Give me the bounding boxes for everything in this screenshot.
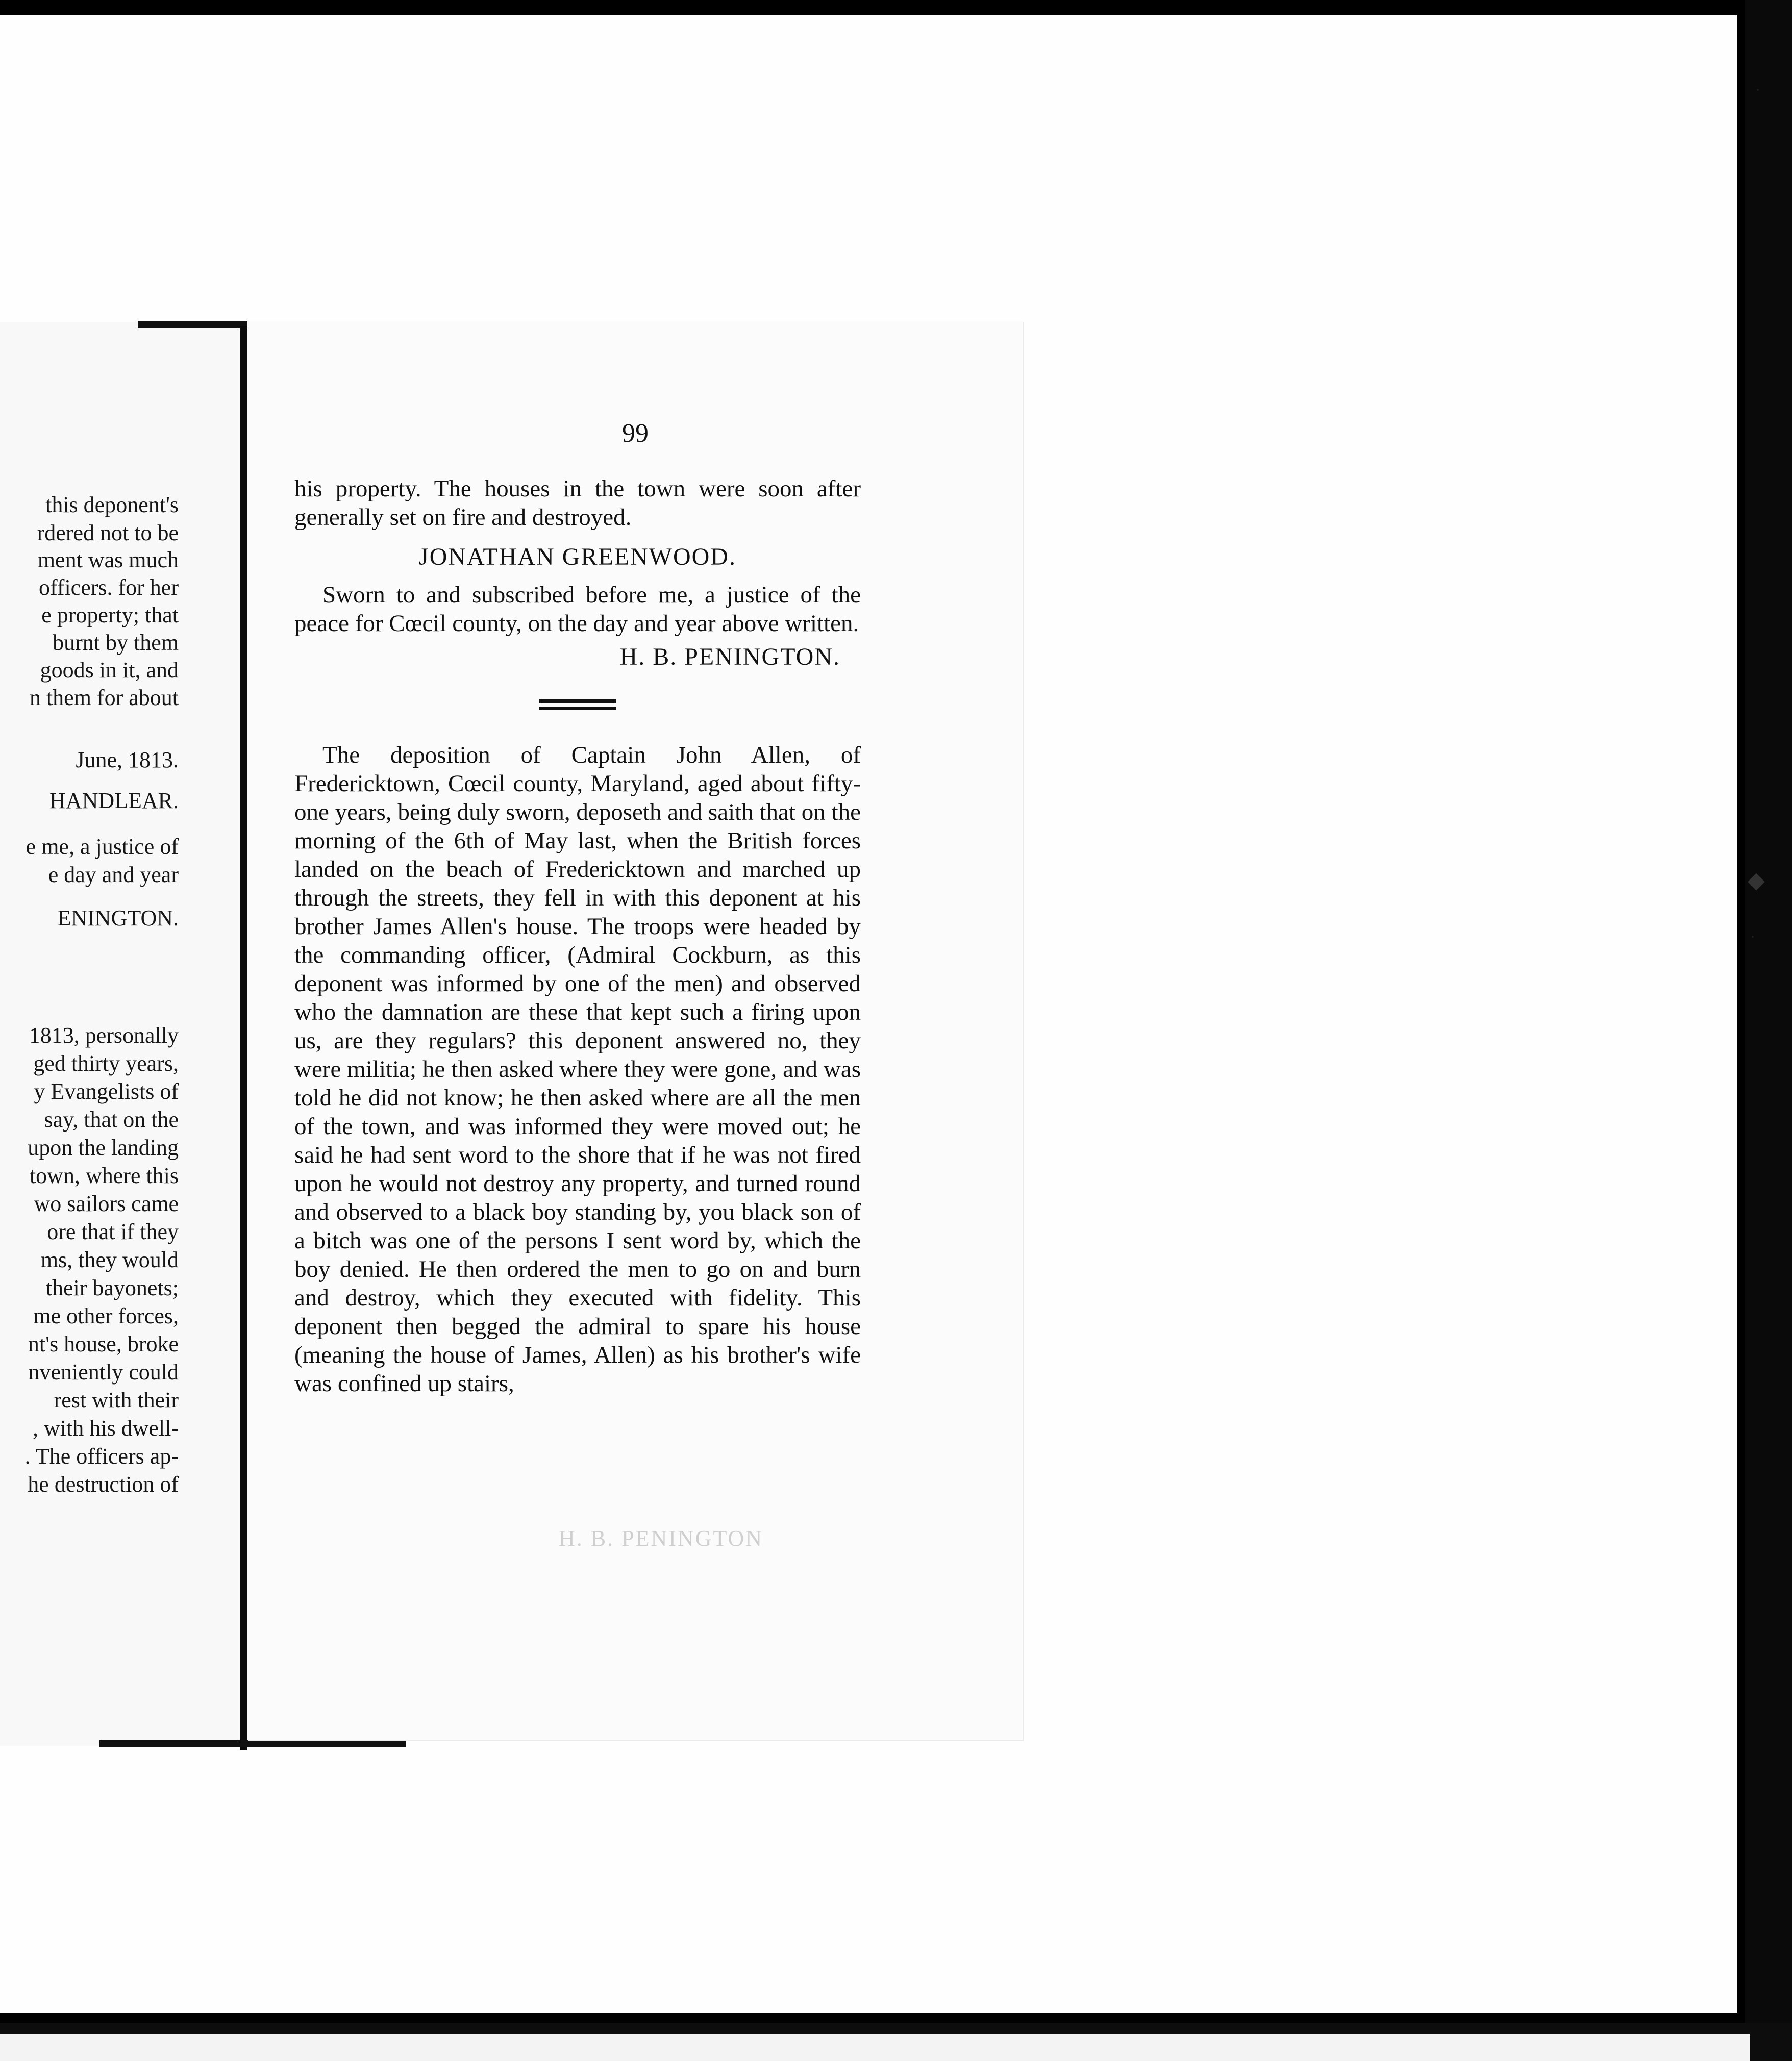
left-page-line: , with his dwell-: [33, 1416, 179, 1441]
left-page-line: goods in it, and: [40, 658, 179, 683]
section-divider: [539, 699, 616, 710]
scan-speck: ◆: [1748, 868, 1765, 893]
page-body: [294, 474, 861, 1398]
left-page-line: town, where this: [29, 1163, 179, 1188]
bleed-through-text: H. B. PENINGTON: [559, 1526, 764, 1551]
left-page-line: ged thirty years,: [33, 1051, 179, 1076]
signature-penington: H. B. PENINGTON.: [619, 643, 840, 670]
gutter-line: [240, 326, 247, 1750]
left-page-line: ENINGTON.: [57, 906, 179, 931]
scan-edge-bottom-light: [0, 2034, 1750, 2061]
sworn-paragraph: Sworn to and subscribed before me, a justice of the peace for Cœcil county, on the day and year above written.: [294, 582, 861, 637]
left-page-line: wo sailors came: [34, 1191, 179, 1216]
right-page: [247, 321, 1023, 1740]
left-page-line: say, that on the: [44, 1107, 179, 1132]
left-page-line: this deponent's: [45, 492, 179, 517]
left-page-line: HANDLEAR.: [49, 788, 179, 813]
scan-speck: ·: [1750, 928, 1755, 945]
left-page-line: rdered not to be: [37, 520, 179, 545]
signature-greenwood: JONATHAN GREENWOOD.: [419, 543, 736, 570]
left-page-line: . The officers ap-: [24, 1444, 179, 1469]
left-page-line: nveniently could: [28, 1360, 179, 1385]
top-rule: [138, 321, 247, 328]
opening-paragraph: his property. The houses in the town were soon after generally set on fire and destroyed.: [294, 475, 861, 531]
bottom-rule: [99, 1740, 406, 1747]
deposition-paragraph: The deposition of Captain John Allen, of Fredericktown, Cœcil county, Maryland, aged about fifty-one years, being duly sworn, deposeth and saith that on the morning of the 6th of May last, when the British forces landed on the beach of Fredericktown and marched up through the streets, they fell in with this deponent at his brother James Allen's house. The troops were headed by the commanding officer, (Admiral Cockburn, as this deponent was informed by one of the men) and observed who the damnation are these that kept such a firing upon us, are they regulars? this deponent answered no, they were militia; he then asked where they were gone, and was told he did not know; he then asked where are all the men of the town, and was informed they were moved out; he said he had sent word to the shore that if he was not fired upon he would not destroy any property, and turned round and observed to a black boy standing by, you black son of a bitch was one of the persons I sent word by, which the boy denied. He then ordered the men to go on and burn and destroy, which they executed with fidelity. This deponent then begged the admiral to spare his house (meaning the house of James, Allen) as his brother's wife was confined up stairs,: [294, 742, 861, 1397]
left-page-line: upon the landing: [28, 1135, 179, 1160]
left-page-line: me other forces,: [33, 1303, 179, 1328]
left-page-line: ment was much: [37, 547, 179, 572]
left-page-line: he destruction of: [28, 1472, 179, 1497]
left-page-line: e day and year: [48, 862, 179, 887]
left-page-line: officers. for her: [38, 575, 179, 600]
left-page-line: n them for about: [29, 685, 179, 710]
scan-edge-right: [1745, 0, 1792, 2061]
left-page-line: e me, a justice of: [26, 834, 179, 859]
page-number: 99: [622, 419, 649, 448]
left-page-line: burnt by them: [53, 630, 179, 655]
left-page-line: ms, they would: [40, 1247, 179, 1272]
left-page-line: e property; that: [41, 602, 179, 627]
scan-speck: ·: [1755, 82, 1760, 98]
left-page: [0, 322, 240, 1746]
left-page-line: nt's house, broke: [28, 1331, 179, 1356]
left-page-line: 1813, personally: [29, 1023, 179, 1048]
left-page-line: ore that if they: [47, 1219, 179, 1244]
left-page-line: their bayonets;: [45, 1275, 179, 1300]
left-page-line: rest with their: [54, 1388, 179, 1413]
left-page-line: June, 1813.: [76, 747, 179, 772]
left-page-line: y Evangelists of: [34, 1079, 179, 1104]
